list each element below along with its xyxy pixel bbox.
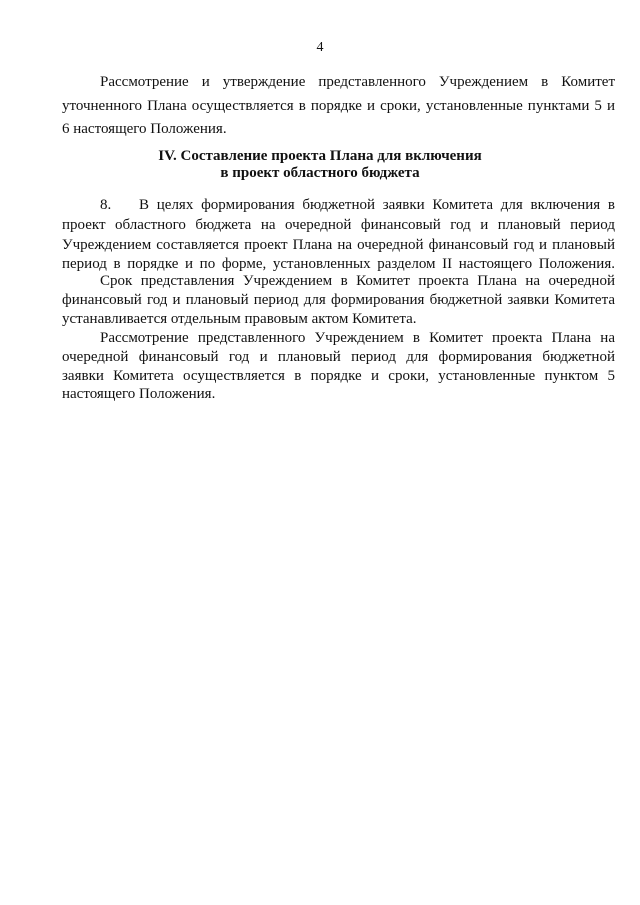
para-3-line-4: настоящего Положения. xyxy=(62,386,216,402)
para-3-line-2: очередной финансовый год и плановый период для формирования бюджетной xyxy=(62,349,615,365)
item-number: 8. xyxy=(100,197,112,213)
section-heading-line-1: IV. Составление проекта Плана для включения xyxy=(158,148,482,164)
item-8-line-3: Учреждением составляется проект Плана на очередной финансовый год и плановый xyxy=(62,237,615,253)
item-8-first-line xyxy=(100,196,615,215)
para-2-line-1: Срок представления Учреждением в Комитет проекта Плана на очередной xyxy=(100,273,615,289)
para-3-line-1: Рассмотрение представленного Учреждением в Комитет проекта Плана на xyxy=(100,330,615,346)
item-8-line-2: проект областного бюджета на очередной финансовый год и плановый период xyxy=(62,217,615,233)
intro-line-2: уточненного Плана осуществляется в порядке и сроки, установленные пунктами 5 и xyxy=(62,98,615,114)
intro-line-1: Рассмотрение и утверждение представленного Учреждением в Комитет xyxy=(100,74,615,90)
section-heading-line-2: в проект областного бюджета xyxy=(220,165,420,181)
item-8-line-4: период в порядке и по форме, установленных разделом II настоящего Положения. xyxy=(62,256,615,272)
para-2-line-3: устанавливается отдельным правовым актом Комитета. xyxy=(62,311,417,327)
para-2-line-2: финансовый год и плановый период для формирования бюджетной заявки Комитета xyxy=(62,292,615,308)
intro-line-3: 6 настоящего Положения. xyxy=(62,121,227,137)
item-8-line-1: В целях формирования бюджетной заявки Комитета для включения в xyxy=(139,197,615,213)
page-number: 4 xyxy=(316,40,324,55)
para-3-line-3: заявки Комитета осуществляется в порядке и сроки, установленные пунктом 5 xyxy=(62,368,615,384)
